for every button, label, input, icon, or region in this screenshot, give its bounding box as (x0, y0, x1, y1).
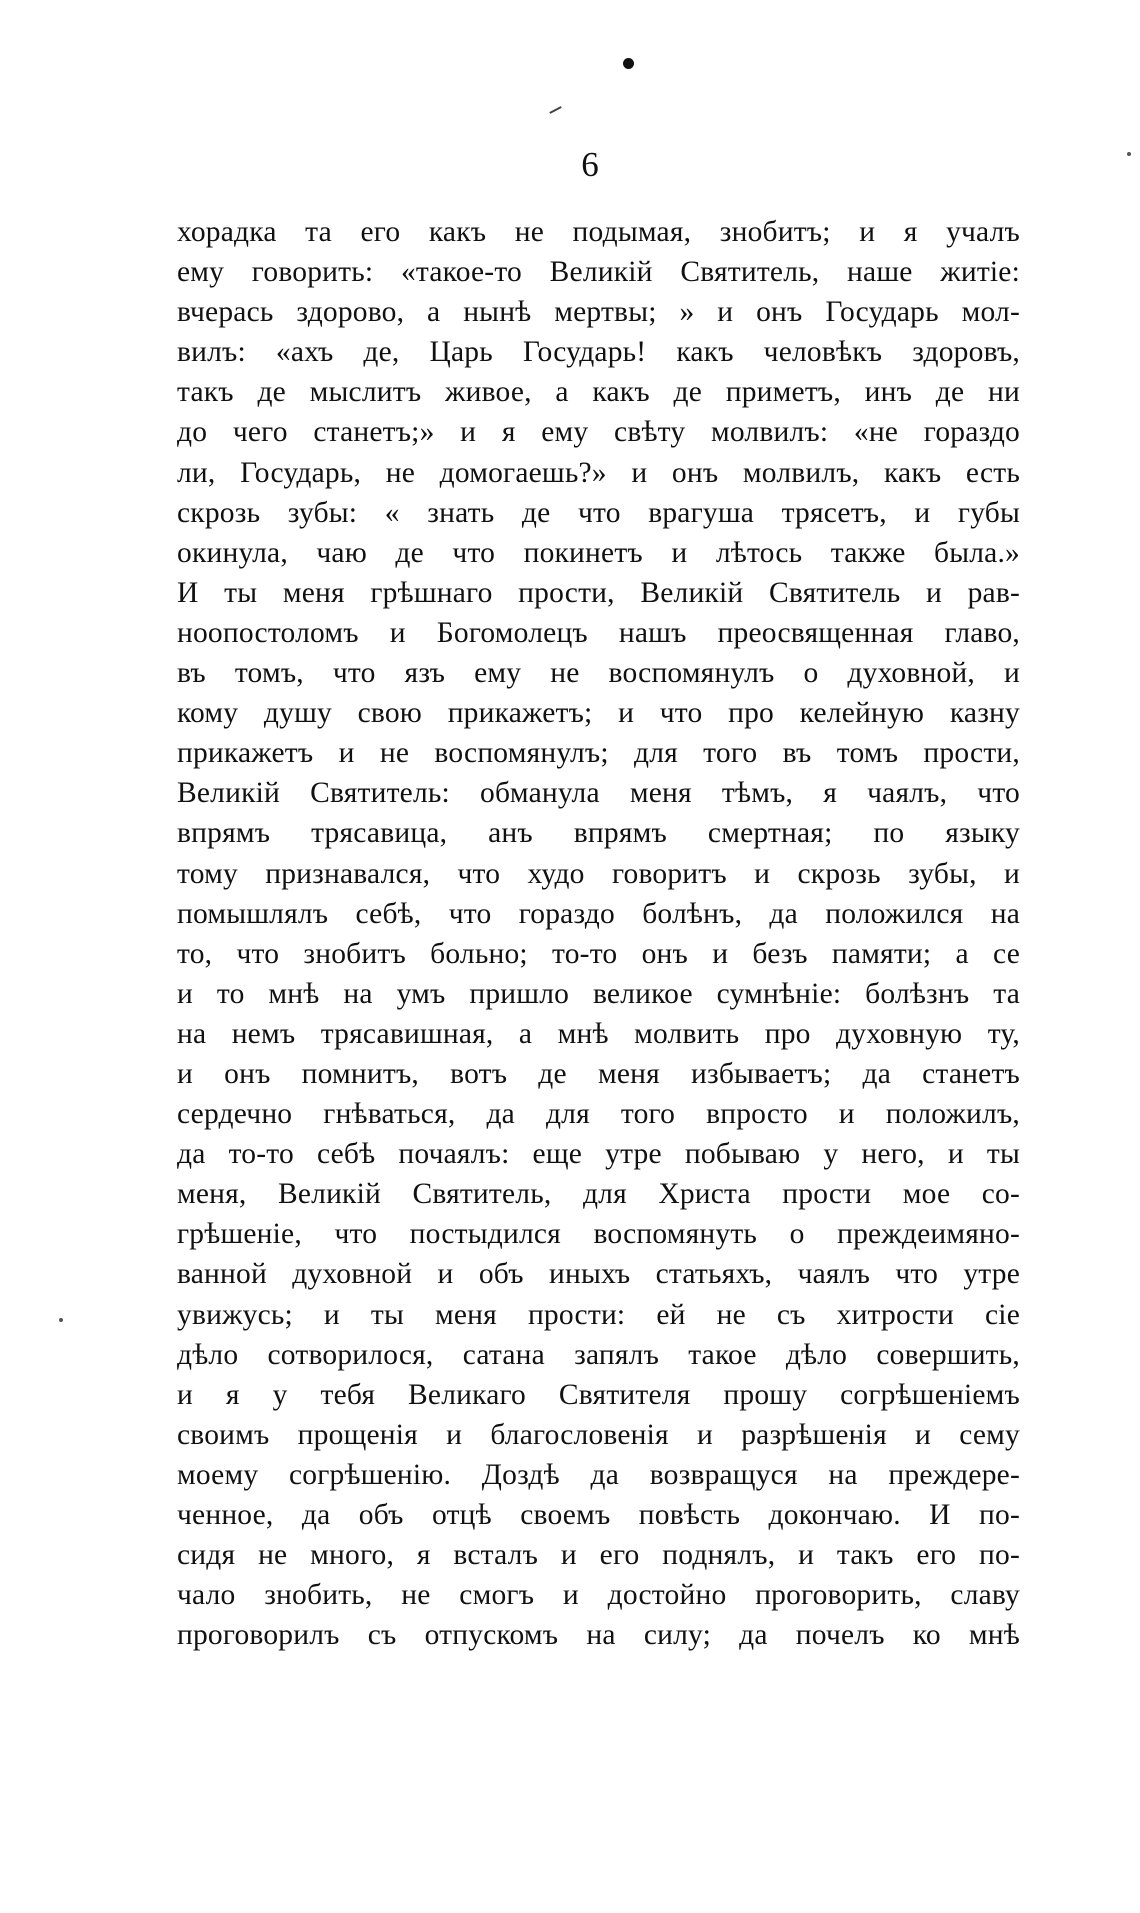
text-line: сидя не много, я всталъ и его поднялъ, и такъ его по- (177, 1539, 1020, 1572)
body-text (177, 212, 1020, 1655)
text-line: грѣшеніе, что постыдился воспомянуть о преждеимяно- (177, 1218, 1020, 1251)
text-line: Великій Святитель: обманула меня тѣмъ, я чаялъ, что (177, 777, 1020, 810)
text-line: ноопостоломъ и Богомолецъ нашъ преосвященная главо, (177, 616, 1020, 649)
text-line: кому душу свою прикажетъ; и что про келейную казну (177, 697, 1020, 730)
text-line: и то мнѣ на умъ пришло великое сумнѣніе: болѣзнъ та (177, 977, 1020, 1010)
text-line: да то-то себѣ почаялъ: еще утре побываю у него, и ты (177, 1138, 1020, 1171)
ink-tick-mark (549, 106, 561, 114)
text-line: И ты меня грѣшнаго прости, Великій Святитель и рав- (177, 576, 1020, 609)
text-line: проговорилъ съ отпускомъ на силу; да почелъ ко мнѣ (177, 1619, 1020, 1652)
ink-dot-mark (623, 58, 634, 69)
text-line: меня, Великій Святитель, для Христа прости мое со- (177, 1178, 1020, 1211)
text-line: впрямъ трясавица, анъ впрямъ смертная; по языку (177, 817, 1020, 850)
text-line: и я у тебя Великаго Святителя прошу согрѣшеніемъ (177, 1378, 1020, 1411)
text-line: дѣло сотворилося, сатана запялъ такое дѣло совершить, (177, 1338, 1020, 1371)
text-line: хорадка та его какъ не подымая, знобитъ; и я учалъ (177, 216, 1020, 248)
text-line: моему согрѣшенію. Доздѣ да возвращуся на преждере- (177, 1458, 1020, 1491)
text-line: помышлялъ себѣ, что гораздо болѣнъ, да положился на (177, 897, 1020, 930)
margin-speck (59, 1318, 63, 1322)
text-line: и онъ помнитъ, вотъ де меня избываетъ; да станетъ (177, 1057, 1020, 1090)
text-line: скрозь зубы: « знать де что врагуша трясетъ, и губы (177, 496, 1020, 529)
text-line: ли, Государь, не домогаешь?» и онъ молвилъ, какъ есть (177, 456, 1020, 489)
text-line: до чего станетъ;» и я ему свѣту молвилъ: «не гораздо (177, 416, 1020, 449)
text-line: то, что знобитъ больно; то-то онъ и безъ памяти; а се (177, 937, 1020, 970)
text-line: на немъ трясавишная, а мнѣ молвить про духовную ту, (177, 1017, 1020, 1050)
text-line: окинула, чаю де что покинетъ и лѣтось также была.» (177, 536, 1020, 569)
text-line: прикажетъ и не воспомянулъ; для того въ томъ прости, (177, 737, 1020, 770)
text-line: ему говорить: «такое-то Великій Святитель, наше житіе: (177, 256, 1020, 289)
text-line: своимъ прощенія и благословенія и разрѣшенія и сему (177, 1418, 1020, 1451)
text-line: увижусь; и ты меня прости: ей не съ хитрости сіе (177, 1298, 1020, 1331)
text-line: въ томъ, что язъ ему не воспомянулъ о духовной, и (177, 657, 1020, 690)
margin-speck (1127, 152, 1131, 156)
text-line: ченное, да объ отцѣ своемъ повѣсть докончаю. И по- (177, 1499, 1020, 1531)
text-line: такъ де мыслитъ живое, а какъ де приметъ, инъ де ни (177, 376, 1020, 409)
text-line: чало знобить, не смогъ и достойно проговорить, славу (177, 1579, 1020, 1612)
text-line: вчерась здорово, а нынѣ мертвы; » и онъ Государь мол- (177, 296, 1020, 329)
text-line: вилъ: «ахъ де, Царь Государь! какъ человѣкъ здоровъ, (177, 336, 1020, 369)
text-line: тому признавался, что худо говоритъ и скрозь зубы, и (177, 857, 1020, 890)
text-line: сердечно гнѣваться, да для того впросто и положилъ, (177, 1098, 1020, 1131)
text-line: ванной духовной и объ иныхъ статьяхъ, чаялъ что утре (177, 1258, 1020, 1291)
page-number: 6 (581, 145, 599, 184)
